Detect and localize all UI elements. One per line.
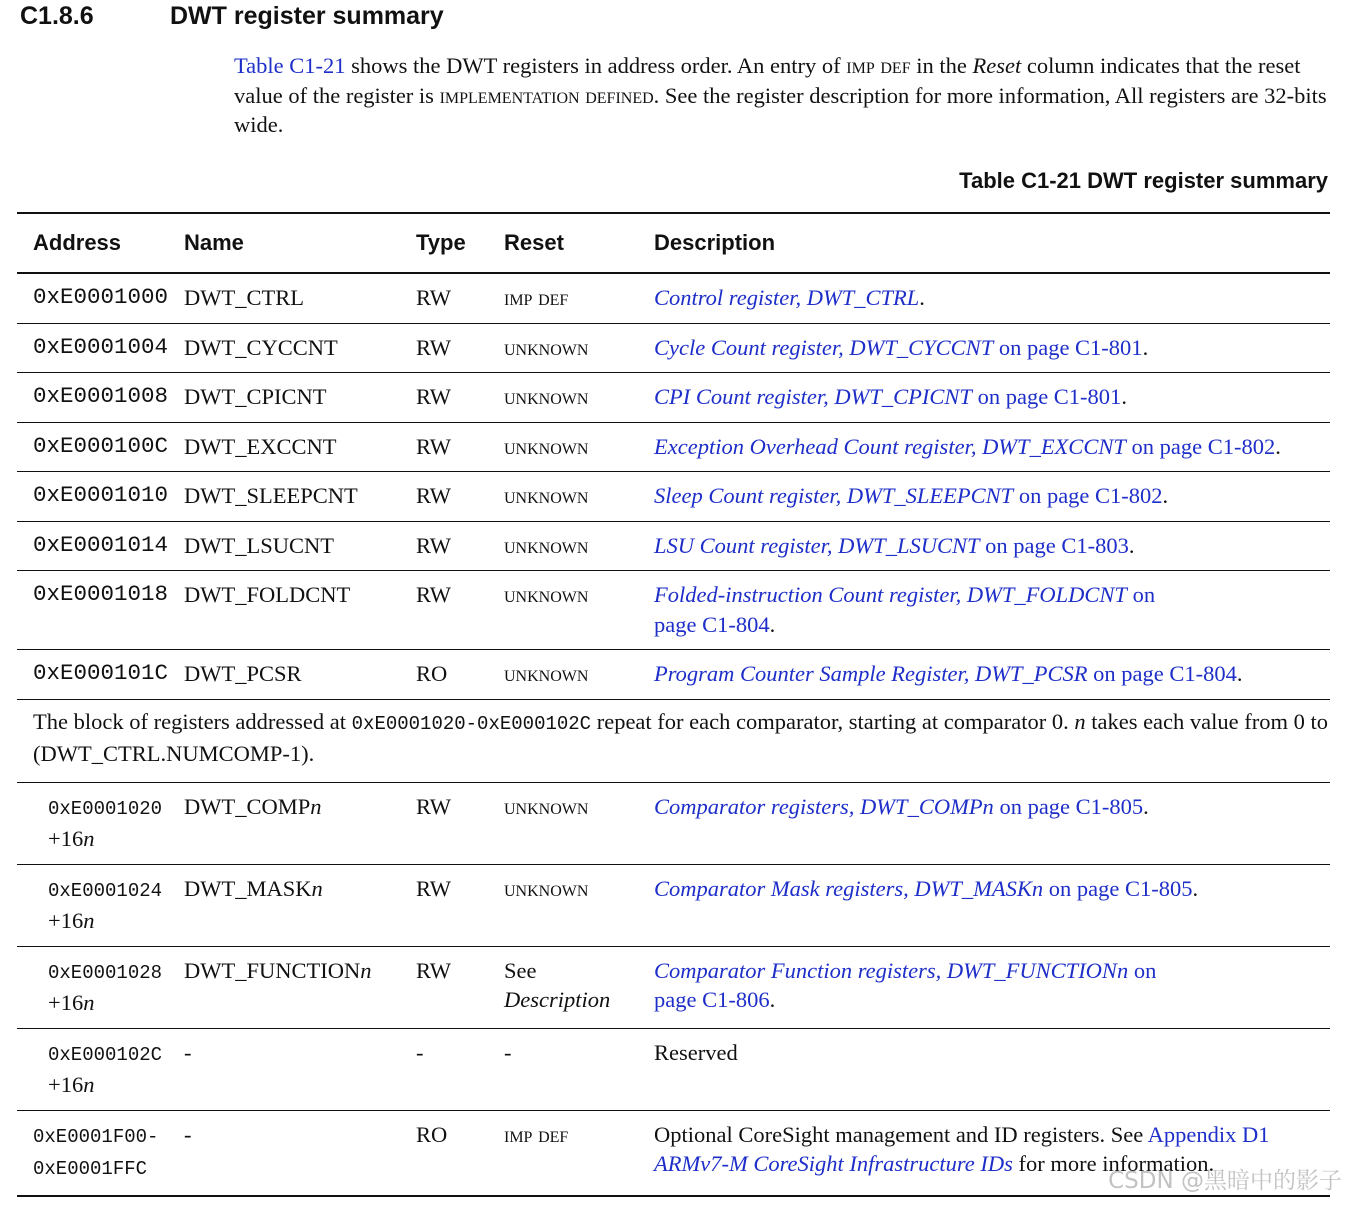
watermark: CSDN @黑暗中的影子 <box>1108 1168 1342 1194</box>
address-n: n <box>83 908 95 933</box>
register-type: - <box>400 1028 488 1110</box>
register-description <box>638 946 1330 1028</box>
intro-text-2: in the <box>910 53 973 78</box>
register-type: RW <box>400 373 488 423</box>
register-address <box>17 946 168 1028</box>
register-type: RW <box>400 273 488 323</box>
reset-description: Description <box>504 987 611 1012</box>
register-name-n: n <box>311 875 323 901</box>
register-name: DWT_SLEEPCNT <box>168 472 400 522</box>
intro-paragraph <box>234 51 1334 140</box>
intro-text-3: column indicates that the reset value of the register is <box>234 53 1301 108</box>
description-link[interactable]: Comparator Function registers, DWT_FUNCTIONn <box>654 957 1129 983</box>
register-reset: unknown <box>488 373 638 423</box>
register-address: 0xE0001018 <box>17 571 168 650</box>
register-reset: unknown <box>488 323 638 373</box>
description-page-link[interactable]: on page C1-801 <box>993 334 1143 360</box>
register-address <box>17 1028 168 1110</box>
intro-text-1: shows the DWT registers in address order. An entry of <box>345 53 847 78</box>
note-n: n <box>1074 708 1086 734</box>
intro-impdef: imp def <box>846 53 911 78</box>
address-offset: +16 <box>48 990 84 1015</box>
register-address: 0xE0001014 <box>17 521 168 571</box>
description-link[interactable]: CPI Count register, DWT_CPICNT <box>654 384 972 409</box>
register-address <box>17 864 168 946</box>
register-name-base: DWT_MASK <box>184 875 312 901</box>
description-page-link[interactable]: on page C1-803 <box>979 532 1129 558</box>
description-page-link[interactable]: on page C1-804 <box>1087 661 1237 686</box>
table-row <box>17 864 1330 946</box>
register-reset: unknown <box>488 422 638 472</box>
description-end: . <box>769 987 776 1012</box>
address-base: 0xE0001028 <box>48 961 163 984</box>
register-address <box>17 782 168 864</box>
address-base: 0xE000102C <box>48 1043 163 1066</box>
description-link[interactable]: Exception Overhead Count register, DWT_EXCCNT <box>654 433 1126 459</box>
description-link[interactable]: Comparator Mask registers, DWT_MASKn <box>654 875 1044 901</box>
register-type: RW <box>400 946 488 1028</box>
header-name: Name <box>168 213 400 273</box>
description-end: . <box>1162 483 1169 508</box>
register-reset: - <box>488 1028 638 1110</box>
address-offset: +16 <box>48 826 84 851</box>
register-description <box>638 864 1330 946</box>
description-page-link[interactable]: on page C1-802 <box>1125 433 1276 459</box>
register-reset: imp def <box>488 273 638 323</box>
address-offset: +16 <box>48 908 84 933</box>
section-title: DWT register summary <box>170 2 444 30</box>
register-address: 0xE0001004 <box>17 323 168 373</box>
register-type: RW <box>400 521 488 571</box>
register-name: DWT_CYCCNT <box>168 323 400 373</box>
header-type: Type <box>400 213 488 273</box>
register-address: 0xE0001000 <box>17 273 168 323</box>
register-reset <box>488 946 638 1028</box>
reset-see: See <box>504 957 537 983</box>
register-name-base: DWT_FUNCTION <box>184 957 361 983</box>
description-link[interactable]: Comparator registers, DWT_COMPn <box>654 793 994 819</box>
table-header-row <box>17 213 1330 273</box>
register-name: DWT_CPICNT <box>168 373 400 423</box>
table-row <box>17 323 1330 373</box>
description-page-link[interactable]: on page C1-801 <box>971 384 1122 409</box>
intro-text-4: . See the register description for more information, All registers are 32-bits wide. <box>234 82 1327 137</box>
address-n: n <box>83 1072 95 1097</box>
register-reset: unknown <box>488 782 638 864</box>
description-end: . <box>1236 661 1243 686</box>
table-row <box>17 521 1330 571</box>
description-end: . <box>769 611 776 637</box>
description-text: Optional CoreSight management and ID registers. See <box>654 1121 1148 1147</box>
note-text-1: The block of registers addressed at <box>33 708 352 734</box>
table-row <box>17 782 1330 864</box>
register-type: RO <box>416 1121 448 1147</box>
register-name-base: DWT_COMP <box>184 793 311 819</box>
register-address: 0xE0001010 <box>17 472 168 522</box>
table-row <box>17 422 1330 472</box>
register-name: - <box>184 1121 192 1147</box>
header-address: Address <box>17 213 168 273</box>
description-end: . <box>1192 875 1199 901</box>
table-row <box>17 373 1330 423</box>
register-description: Reserved <box>638 1028 1330 1110</box>
register-name <box>168 864 400 946</box>
table-row <box>17 571 1330 650</box>
table-row <box>17 472 1330 522</box>
register-name: DWT_LSUCNT <box>168 521 400 571</box>
register-description <box>638 571 1330 650</box>
address-base: 0xE0001020 <box>48 797 163 820</box>
register-description <box>638 422 1330 472</box>
description-link[interactable]: LSU Count register, DWT_LSUCNT <box>654 532 980 558</box>
register-reset: imp def <box>504 1121 569 1147</box>
register-reset: unknown <box>488 521 638 571</box>
note-text-3: takes each value from 0 to (DWT_CTRL.NUMCOMP-1). <box>33 708 1328 766</box>
register-type: RW <box>400 864 488 946</box>
comparator-note <box>17 699 1330 782</box>
register-address: 0xE0001008 <box>17 373 168 423</box>
description-end: . <box>1128 532 1135 558</box>
comparator-note-row <box>17 699 1330 782</box>
register-address: 0xE000100C <box>17 422 168 472</box>
register-address: 0xE000101C <box>17 650 168 700</box>
register-type: RW <box>400 571 488 650</box>
description-link[interactable]: Sleep Count register, DWT_SLEEPCNT <box>654 483 1014 508</box>
table-row <box>17 946 1330 1028</box>
address-n: n <box>83 990 95 1015</box>
description-end: . <box>1121 384 1127 409</box>
register-name: - <box>168 1028 400 1110</box>
table-caption: Table C1-21 DWT register summary <box>959 168 1328 193</box>
description-page-link[interactable]: on page C1-805 <box>993 793 1144 819</box>
description-page-link[interactable]: on page C1-805 <box>1043 875 1193 901</box>
register-description <box>638 472 1330 522</box>
register-name: DWT_EXCCNT <box>168 422 400 472</box>
register-name-n: n <box>360 957 372 983</box>
description-page-link[interactable]: on page C1-802 <box>1013 483 1163 508</box>
description-end: . <box>1143 793 1149 819</box>
register-description <box>638 323 1330 373</box>
register-name: DWT_FOLDCNT <box>168 571 400 650</box>
register-description <box>638 782 1330 864</box>
address-range-start: 0xE0001F00- <box>33 1125 159 1148</box>
address-base: 0xE0001024 <box>48 879 163 902</box>
address-offset: +16 <box>48 1072 84 1097</box>
register-address <box>17 1110 168 1196</box>
description-end: for more information. <box>1012 1151 1215 1176</box>
register-description <box>638 650 1330 700</box>
header-reset: Reset <box>488 213 638 273</box>
register-description <box>638 521 1330 571</box>
register-name <box>168 946 400 1028</box>
address-range-end: 0xE0001FFC <box>33 1158 148 1180</box>
intro-reset-word: Reset <box>972 53 1022 78</box>
register-type: RW <box>400 422 488 472</box>
register-reset: unknown <box>488 650 638 700</box>
description-end: . <box>919 285 925 310</box>
description-link[interactable]: Control register, DWT_CTRL <box>654 285 920 310</box>
table-row <box>17 1028 1330 1110</box>
table-reference-link[interactable]: Table C1-21 <box>234 53 346 78</box>
register-name: DWT_CTRL <box>168 273 400 323</box>
section-number: C1.8.6 <box>20 2 94 30</box>
register-type: RW <box>400 323 488 373</box>
register-description <box>638 373 1330 423</box>
description-end: . <box>1275 433 1281 459</box>
register-name-n: n <box>310 793 322 819</box>
intro-impl-defined: implementation defined <box>439 82 654 108</box>
register-reset: unknown <box>488 472 638 522</box>
dwt-register-table <box>17 212 1330 1197</box>
register-type: RO <box>400 650 488 700</box>
register-name <box>168 782 400 864</box>
register-reset: unknown <box>488 571 638 650</box>
description-page-link[interactable]: on page C1-804 <box>654 582 1156 637</box>
description-page-link[interactable]: on page C1-806 <box>654 957 1157 1012</box>
description-link[interactable]: Program Counter Sample Register, DWT_PCSR <box>654 661 1088 686</box>
register-type: RW <box>400 782 488 864</box>
register-description <box>638 273 1330 323</box>
description-link[interactable]: Cycle Count register, DWT_CYCCNT <box>654 334 994 360</box>
note-text-2: repeat for each comparator, starting at comparator 0. <box>591 708 1075 734</box>
description-end: . <box>1142 334 1149 360</box>
table-row <box>17 273 1330 323</box>
header-description: Description <box>638 213 1330 273</box>
register-name: DWT_PCSR <box>168 650 400 700</box>
table-row <box>17 650 1330 700</box>
coresight-ids-link[interactable]: ARMv7-M CoreSight Infrastructure IDs <box>654 1151 1013 1176</box>
description-link[interactable]: Folded-instruction Count register, DWT_FOLDCNT <box>654 582 1127 607</box>
register-reset: unknown <box>488 864 638 946</box>
note-address-range: 0xE0001020-0xE000102C <box>351 712 592 735</box>
register-type: RW <box>400 472 488 522</box>
appendix-link[interactable]: Appendix D1 <box>1147 1121 1270 1147</box>
address-n: n <box>83 826 95 851</box>
